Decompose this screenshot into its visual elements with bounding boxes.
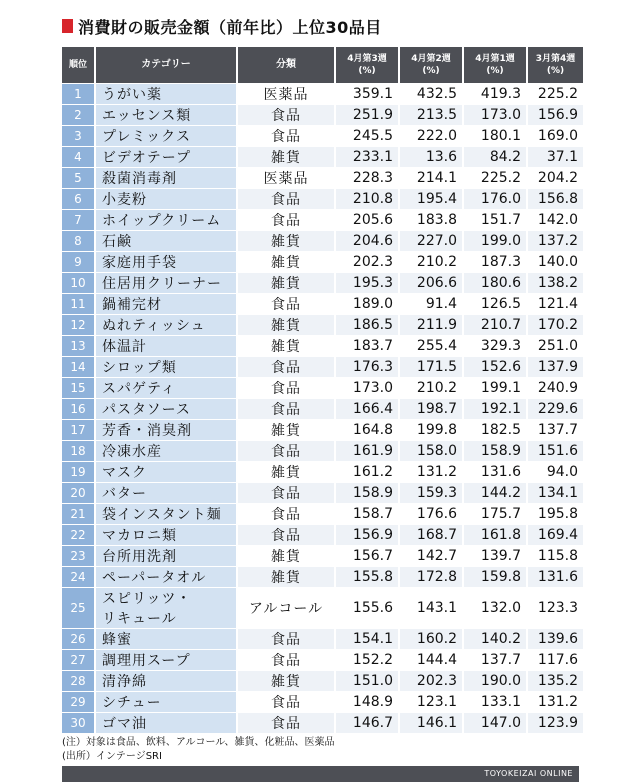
- week-1-value: 158.7: [336, 504, 398, 524]
- class-cell: アルコール: [238, 588, 334, 628]
- week-4-value: 169.4: [528, 525, 583, 545]
- week-2-value: 146.1: [400, 713, 462, 733]
- week-1-value: 156.9: [336, 525, 398, 545]
- class-cell: 食品: [238, 629, 334, 649]
- week-4-value: 123.3: [528, 588, 583, 628]
- category-cell: 清浄綿: [96, 671, 236, 691]
- category-cell: 石鹸: [96, 231, 236, 251]
- category-cell: ぬれティッシュ: [96, 315, 236, 335]
- week-2-value: 159.3: [400, 483, 462, 503]
- table-row: [62, 588, 583, 628]
- category-cell: パスタソース: [96, 399, 236, 419]
- category-cell: 袋インスタント麺: [96, 504, 236, 524]
- category-cell: 小麦粉: [96, 189, 236, 209]
- week-4-value: 139.6: [528, 629, 583, 649]
- header-rank: 順位: [62, 47, 94, 83]
- week-3-value: 131.6: [464, 462, 526, 482]
- week-3-value: 173.0: [464, 105, 526, 125]
- table-row: [62, 713, 583, 733]
- rank-cell: 30: [62, 713, 94, 733]
- table-row: [62, 692, 583, 712]
- category-cell: 台所用洗剤: [96, 546, 236, 566]
- rank-cell: 23: [62, 546, 94, 566]
- week-3-value: 225.2: [464, 168, 526, 188]
- week-1-value: 202.3: [336, 252, 398, 272]
- week-3-value: 180.1: [464, 126, 526, 146]
- rank-cell: 18: [62, 441, 94, 461]
- week-3-value: 210.7: [464, 315, 526, 335]
- table-row: [62, 483, 583, 503]
- week-1-value: 152.2: [336, 650, 398, 670]
- week-2-value: 176.6: [400, 504, 462, 524]
- week-1-value: 155.6: [336, 588, 398, 628]
- week-1-value: 251.9: [336, 105, 398, 125]
- week-3-value: 158.9: [464, 441, 526, 461]
- table-row: [62, 462, 583, 482]
- category-cell: シチュー: [96, 692, 236, 712]
- week-4-value: 137.9: [528, 357, 583, 377]
- rank-cell: 10: [62, 273, 94, 293]
- week-2-value: 214.1: [400, 168, 462, 188]
- week-3-value: 329.3: [464, 336, 526, 356]
- title-row: [62, 14, 579, 38]
- week-1-value: 146.7: [336, 713, 398, 733]
- week-1-value: 245.5: [336, 126, 398, 146]
- week-2-value: 123.1: [400, 692, 462, 712]
- week-2-value: 213.5: [400, 105, 462, 125]
- header-week-2-unit: (%): [422, 66, 440, 76]
- week-4-value: 131.2: [528, 692, 583, 712]
- table-row: [62, 378, 583, 398]
- week-1-value: 161.2: [336, 462, 398, 482]
- rank-cell: 12: [62, 315, 94, 335]
- week-4-value: 195.8: [528, 504, 583, 524]
- week-3-value: 199.1: [464, 378, 526, 398]
- category-cell: ビデオテープ: [96, 147, 236, 167]
- week-2-value: 210.2: [400, 378, 462, 398]
- week-4-value: 251.0: [528, 336, 583, 356]
- category-cell: ホイップクリーム: [96, 210, 236, 230]
- class-cell: 食品: [238, 441, 334, 461]
- table-row: [62, 168, 583, 188]
- table-row: [62, 399, 583, 419]
- week-4-value: 115.8: [528, 546, 583, 566]
- category-cell: シロップ類: [96, 357, 236, 377]
- category-line-2: リキュール: [102, 611, 177, 627]
- week-2-value: 143.1: [400, 588, 462, 628]
- week-3-value: 151.7: [464, 210, 526, 230]
- table-row: [62, 525, 583, 545]
- category-cell: マカロニ類: [96, 525, 236, 545]
- class-cell: 食品: [238, 650, 334, 670]
- class-cell: 食品: [238, 399, 334, 419]
- week-4-value: 138.2: [528, 273, 583, 293]
- ranking-table: [60, 46, 585, 734]
- week-4-value: 140.0: [528, 252, 583, 272]
- class-cell: 食品: [238, 713, 334, 733]
- week-2-value: 206.6: [400, 273, 462, 293]
- class-cell: 雑貨: [238, 671, 334, 691]
- title-accent-mark: [62, 19, 73, 33]
- rank-cell: 17: [62, 420, 94, 440]
- table-row: [62, 147, 583, 167]
- table-row: [62, 315, 583, 335]
- class-cell: 食品: [238, 504, 334, 524]
- table-body: [62, 84, 583, 733]
- category-line-1: スピリッツ・: [102, 591, 192, 607]
- header-category: カテゴリー: [96, 47, 236, 83]
- week-2-value: 172.8: [400, 567, 462, 587]
- table-row: [62, 273, 583, 293]
- rank-cell: 7: [62, 210, 94, 230]
- week-4-value: 156.9: [528, 105, 583, 125]
- class-cell: 食品: [238, 525, 334, 545]
- week-3-value: 140.2: [464, 629, 526, 649]
- week-2-value: 168.7: [400, 525, 462, 545]
- week-1-value: 205.6: [336, 210, 398, 230]
- week-1-value: 195.3: [336, 273, 398, 293]
- header-week-3-label: 4月第1週: [475, 54, 515, 64]
- week-2-value: 202.3: [400, 671, 462, 691]
- week-2-value: 195.4: [400, 189, 462, 209]
- table-header-row: [62, 47, 583, 83]
- rank-cell: 19: [62, 462, 94, 482]
- header-week-3-unit: (%): [486, 66, 504, 76]
- week-2-value: 142.7: [400, 546, 462, 566]
- week-3-value: 132.0: [464, 588, 526, 628]
- week-1-value: 183.7: [336, 336, 398, 356]
- rank-cell: 15: [62, 378, 94, 398]
- week-2-value: 131.2: [400, 462, 462, 482]
- category-cell: エッセンス類: [96, 105, 236, 125]
- category-cell: 冷凍水産: [96, 441, 236, 461]
- rank-cell: 20: [62, 483, 94, 503]
- header-week-1-unit: (%): [358, 66, 376, 76]
- table-row: [62, 504, 583, 524]
- week-4-value: 123.9: [528, 713, 583, 733]
- week-1-value: 151.0: [336, 671, 398, 691]
- category-cell: 住居用クリーナー: [96, 273, 236, 293]
- header-week-4-label: 3月第4週: [535, 54, 576, 64]
- header-week-2-label: 4月第2週: [411, 54, 451, 64]
- week-4-value: 169.0: [528, 126, 583, 146]
- week-1-value: 155.8: [336, 567, 398, 587]
- week-2-value: 222.0: [400, 126, 462, 146]
- note-target: (注）対象は食品、飲料、アルコール、雑貨、化粧品、医薬品: [62, 737, 335, 748]
- week-3-value: 187.3: [464, 252, 526, 272]
- rank-cell: 8: [62, 231, 94, 251]
- week-2-value: 432.5: [400, 84, 462, 104]
- week-1-value: 176.3: [336, 357, 398, 377]
- rank-cell: 28: [62, 671, 94, 691]
- week-4-value: 94.0: [528, 462, 583, 482]
- header-week-1-label: 4月第3週: [347, 54, 387, 64]
- rank-cell: 16: [62, 399, 94, 419]
- category-cell: バター: [96, 483, 236, 503]
- week-4-value: 170.2: [528, 315, 583, 335]
- week-1-value: 148.9: [336, 692, 398, 712]
- rank-cell: 2: [62, 105, 94, 125]
- header-week-4-unit: (%): [546, 66, 565, 76]
- rank-cell: 25: [62, 588, 94, 628]
- week-3-value: 180.6: [464, 273, 526, 293]
- week-2-value: 198.7: [400, 399, 462, 419]
- week-3-value: 133.1: [464, 692, 526, 712]
- rank-cell: 11: [62, 294, 94, 314]
- table-row: [62, 231, 583, 251]
- rank-cell: 21: [62, 504, 94, 524]
- week-1-value: 154.1: [336, 629, 398, 649]
- header-week-4: [528, 47, 583, 83]
- table-row: [62, 546, 583, 566]
- table-row: [62, 294, 583, 314]
- rank-cell: 5: [62, 168, 94, 188]
- week-2-value: 91.4: [400, 294, 462, 314]
- table-row: [62, 336, 583, 356]
- week-1-value: 161.9: [336, 441, 398, 461]
- week-1-value: 228.3: [336, 168, 398, 188]
- category-cell: ゴマ油: [96, 713, 236, 733]
- week-2-value: 255.4: [400, 336, 462, 356]
- table-row: [62, 650, 583, 670]
- week-4-value: 204.2: [528, 168, 583, 188]
- class-cell: 雑貨: [238, 252, 334, 272]
- week-4-value: 131.6: [528, 567, 583, 587]
- rank-cell: 22: [62, 525, 94, 545]
- class-cell: 雑貨: [238, 546, 334, 566]
- category-cell: うがい薬: [96, 84, 236, 104]
- category-cell: 体温計: [96, 336, 236, 356]
- ranking-page: [62, 14, 579, 782]
- rank-cell: 14: [62, 357, 94, 377]
- class-cell: 雑貨: [238, 315, 334, 335]
- class-cell: 雑貨: [238, 147, 334, 167]
- table-row: [62, 84, 583, 104]
- rank-cell: 3: [62, 126, 94, 146]
- week-3-value: 175.7: [464, 504, 526, 524]
- page-title: 消費財の販売金額（前年比）上位30品目: [78, 17, 382, 37]
- week-4-value: 142.0: [528, 210, 583, 230]
- table-row: [62, 189, 583, 209]
- week-2-value: 211.9: [400, 315, 462, 335]
- week-2-value: 199.8: [400, 420, 462, 440]
- week-2-value: 13.6: [400, 147, 462, 167]
- note-source: (出所）インテージSRI: [62, 751, 162, 762]
- week-1-value: 359.1: [336, 84, 398, 104]
- class-cell: 雑貨: [238, 462, 334, 482]
- category-cell: プレミックス: [96, 126, 236, 146]
- week-4-value: 240.9: [528, 378, 583, 398]
- week-2-value: 160.2: [400, 629, 462, 649]
- class-cell: 食品: [238, 210, 334, 230]
- week-2-value: 144.4: [400, 650, 462, 670]
- week-1-value: 233.1: [336, 147, 398, 167]
- week-3-value: 159.8: [464, 567, 526, 587]
- category-cell: 殺菌消毒剤: [96, 168, 236, 188]
- rank-cell: 9: [62, 252, 94, 272]
- header-week-1: [336, 47, 398, 83]
- class-cell: 食品: [238, 357, 334, 377]
- week-1-value: 158.9: [336, 483, 398, 503]
- table-row: [62, 210, 583, 230]
- class-cell: 医薬品: [238, 168, 334, 188]
- table-row: [62, 671, 583, 691]
- table-row: [62, 105, 583, 125]
- week-3-value: 139.7: [464, 546, 526, 566]
- week-4-value: 229.6: [528, 399, 583, 419]
- week-4-value: 117.6: [528, 650, 583, 670]
- category-cell: 蜂蜜: [96, 629, 236, 649]
- week-4-value: 137.7: [528, 420, 583, 440]
- week-4-value: 134.1: [528, 483, 583, 503]
- category-cell: ペーパータオル: [96, 567, 236, 587]
- week-3-value: 84.2: [464, 147, 526, 167]
- class-cell: 雑貨: [238, 231, 334, 251]
- header-class: 分類: [238, 47, 334, 83]
- class-cell: 食品: [238, 126, 334, 146]
- week-3-value: 161.8: [464, 525, 526, 545]
- rank-cell: 4: [62, 147, 94, 167]
- week-3-value: 137.7: [464, 650, 526, 670]
- class-cell: 雑貨: [238, 336, 334, 356]
- class-cell: 食品: [238, 692, 334, 712]
- week-3-value: 192.1: [464, 399, 526, 419]
- week-3-value: 190.0: [464, 671, 526, 691]
- week-4-value: 156.8: [528, 189, 583, 209]
- class-cell: 雑貨: [238, 273, 334, 293]
- table-row: [62, 441, 583, 461]
- week-1-value: 173.0: [336, 378, 398, 398]
- week-4-value: 137.2: [528, 231, 583, 251]
- class-cell: 食品: [238, 105, 334, 125]
- rank-cell: 13: [62, 336, 94, 356]
- week-1-value: 210.8: [336, 189, 398, 209]
- class-cell: 食品: [238, 483, 334, 503]
- week-4-value: 225.2: [528, 84, 583, 104]
- week-2-value: 227.0: [400, 231, 462, 251]
- category-cell: 家庭用手袋: [96, 252, 236, 272]
- category-cell: 調理用スープ: [96, 650, 236, 670]
- week-2-value: 183.8: [400, 210, 462, 230]
- week-2-value: 158.0: [400, 441, 462, 461]
- week-1-value: 164.8: [336, 420, 398, 440]
- week-4-value: 37.1: [528, 147, 583, 167]
- table-row: [62, 357, 583, 377]
- rank-cell: 6: [62, 189, 94, 209]
- notes: [62, 736, 579, 764]
- week-4-value: 121.4: [528, 294, 583, 314]
- category-cell: マスク: [96, 462, 236, 482]
- rank-cell: 24: [62, 567, 94, 587]
- table-row: [62, 126, 583, 146]
- class-cell: 食品: [238, 294, 334, 314]
- rank-cell: 26: [62, 629, 94, 649]
- rank-cell: 1: [62, 84, 94, 104]
- week-2-value: 210.2: [400, 252, 462, 272]
- category-cell: スパゲティ: [96, 378, 236, 398]
- header-week-2: [400, 47, 462, 83]
- week-3-value: 199.0: [464, 231, 526, 251]
- rank-cell: 27: [62, 650, 94, 670]
- class-cell: 医薬品: [238, 84, 334, 104]
- week-1-value: 204.6: [336, 231, 398, 251]
- week-3-value: 126.5: [464, 294, 526, 314]
- week-2-value: 171.5: [400, 357, 462, 377]
- category-cell: 芳香・消臭剤: [96, 420, 236, 440]
- week-4-value: 135.2: [528, 671, 583, 691]
- class-cell: 食品: [238, 378, 334, 398]
- week-1-value: 186.5: [336, 315, 398, 335]
- table-row: [62, 567, 583, 587]
- week-3-value: 176.0: [464, 189, 526, 209]
- week-3-value: 152.6: [464, 357, 526, 377]
- table-row: [62, 420, 583, 440]
- class-cell: 雑貨: [238, 420, 334, 440]
- class-cell: 食品: [238, 189, 334, 209]
- week-3-value: 147.0: [464, 713, 526, 733]
- rank-cell: 29: [62, 692, 94, 712]
- week-4-value: 151.6: [528, 441, 583, 461]
- week-1-value: 166.4: [336, 399, 398, 419]
- table-row: [62, 252, 583, 272]
- footer-credit: TOYOKEIZAI ONLINE: [484, 769, 573, 778]
- category-cell: 鍋補完材: [96, 294, 236, 314]
- footer-bar: [62, 766, 579, 782]
- week-1-value: 189.0: [336, 294, 398, 314]
- category-cell: [96, 588, 236, 628]
- week-3-value: 419.3: [464, 84, 526, 104]
- table-row: [62, 629, 583, 649]
- week-3-value: 144.2: [464, 483, 526, 503]
- header-week-3: [464, 47, 526, 83]
- week-1-value: 156.7: [336, 546, 398, 566]
- class-cell: 雑貨: [238, 567, 334, 587]
- week-3-value: 182.5: [464, 420, 526, 440]
